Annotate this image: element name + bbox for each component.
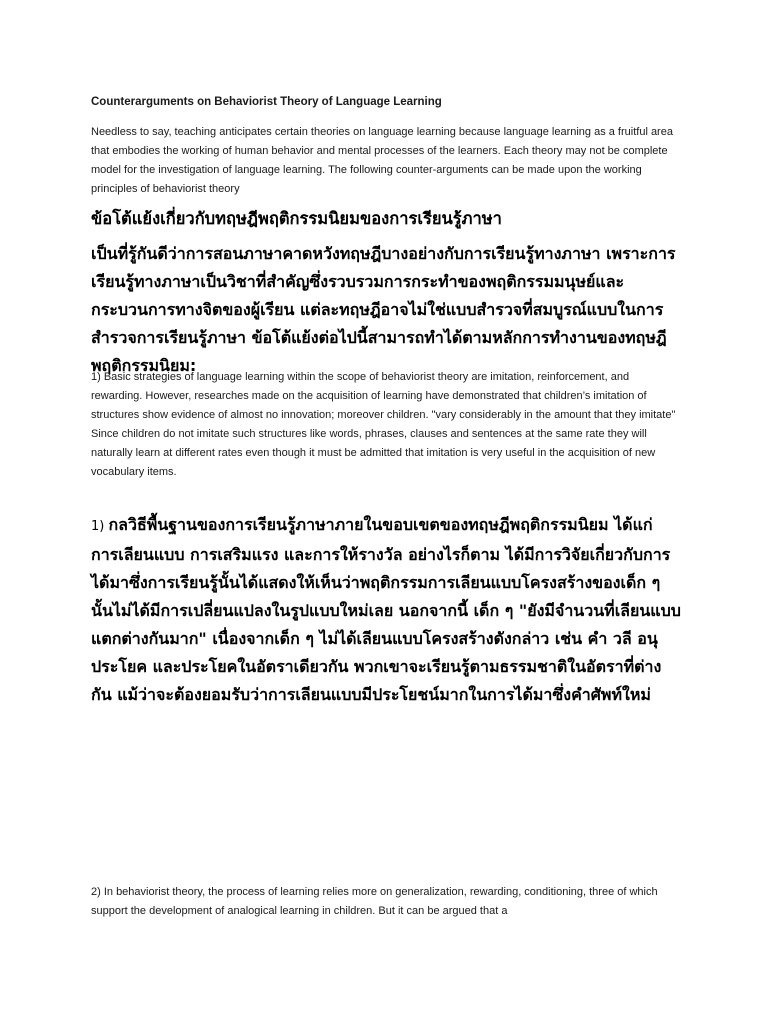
english-point-2-paragraph: 2) In behaviorist theory, the process of learning relies more on generalization, rewarding, conditioning, three of which support the development of analogical learning in children. But it can be argued that a [91,886,658,917]
thai-point-1-text: กลวิธีพื้นฐานของการเรียนรู้ภาษาภายในขอบเขตของทฤษฎีพฤติกรรมนิยม ได้แก่ การเลียนแบบ การเสริมแรง และการให้รางวัล อย่างไรก็ตาม ได้มีการวิจัยเกี่ยวกับการได้มาซึ่งการเรียนรู้นั้นได้แสดงให้เห็นว่าพฤติกรรมการเลียนแบบโครงสร้างของเด็ก ๆ นั้นไม่ได้มีการเปลี่ยนแปลงในรูปแบบใหม่เลย นอกจากนี้ เด็ก ๆ "ยังมีจำนวนที่เลียนแบบแตกต่างกันมาก" เนื่องจากเด็ก ๆ ไม่ได้เลียนแบบโครงสร้างดังกล่าว เช่น คำ วลี อนุประโยค และประโยคในอัตราเดียวกัน พวกเขาจะเรียนรู้ตามธรรมชาติในอัตราที่ต่างกัน แม้ว่าจะต้องยอมรับว่าการเลียนแบบมีประโยชน์มากในการได้มาซึ่งคำศัพท์ใหม่ [91,515,681,704]
thai-title: ข้อโต้แย้งเกี่ยวกับทฤษฎีพฤติกรรมนิยมของการเรียนรู้ภาษา [91,209,502,228]
thai-intro-paragraph: เป็นที่รู้กันดีว่าการสอนภาษาคาดหวังทฤษฎีบางอย่างกับการเรียนรู้ทางภาษา เพราะการเรียนรู้ทางภาษาเป็นวิชาที่สำคัญซึ่งรวบรวมการกระทำของพฤติกรรมมนุษย์และกระบวนการทางจิตของผู้เรียน แต่ละทฤษฎีอาจไม่ใช่แบบสำรวจที่สมบูรณ์แบบในการสำรวจการเรียนรู้ภาษา ข้อโต้แย้งต่อไปนี้สามารถทำได้ตามหลักการทำงานของทฤษฎีพฤติกรรมนิยม: [91,244,676,375]
english-title: Counterarguments on Behaviorist Theory of Language Learning [91,96,442,108]
thai-point-1-paragraph [91,511,681,709]
english-point-1-paragraph: 1) Basic strategies of language learning within the scope of behaviorist theory are imitation, reinforcement, and rewarding. However, researches made on the acquisition of learning have demonstrated that children’s imitation of structures show evidence of almost no innovation; moreover children. "vary considerably in the amount that they imitate" Since children do not imitate such structures like words, phrases, clauses and sentences at the same rate they will naturally learn at different rates even though it must be admitted that imitation is very useful in the acquisition of new vocabulary items. [91,371,676,478]
thai-point-1-number: 1) [91,519,109,534]
english-intro-paragraph: Needless to say, teaching anticipates certain theories on language learning because language learning as a fruitful area that embodies the working of human behavior and mental processes of the learners. Each theory may not be complete model for the investigation of language learning. The following counter-arguments can be made upon the working principles of behaviorist theory [91,126,673,195]
